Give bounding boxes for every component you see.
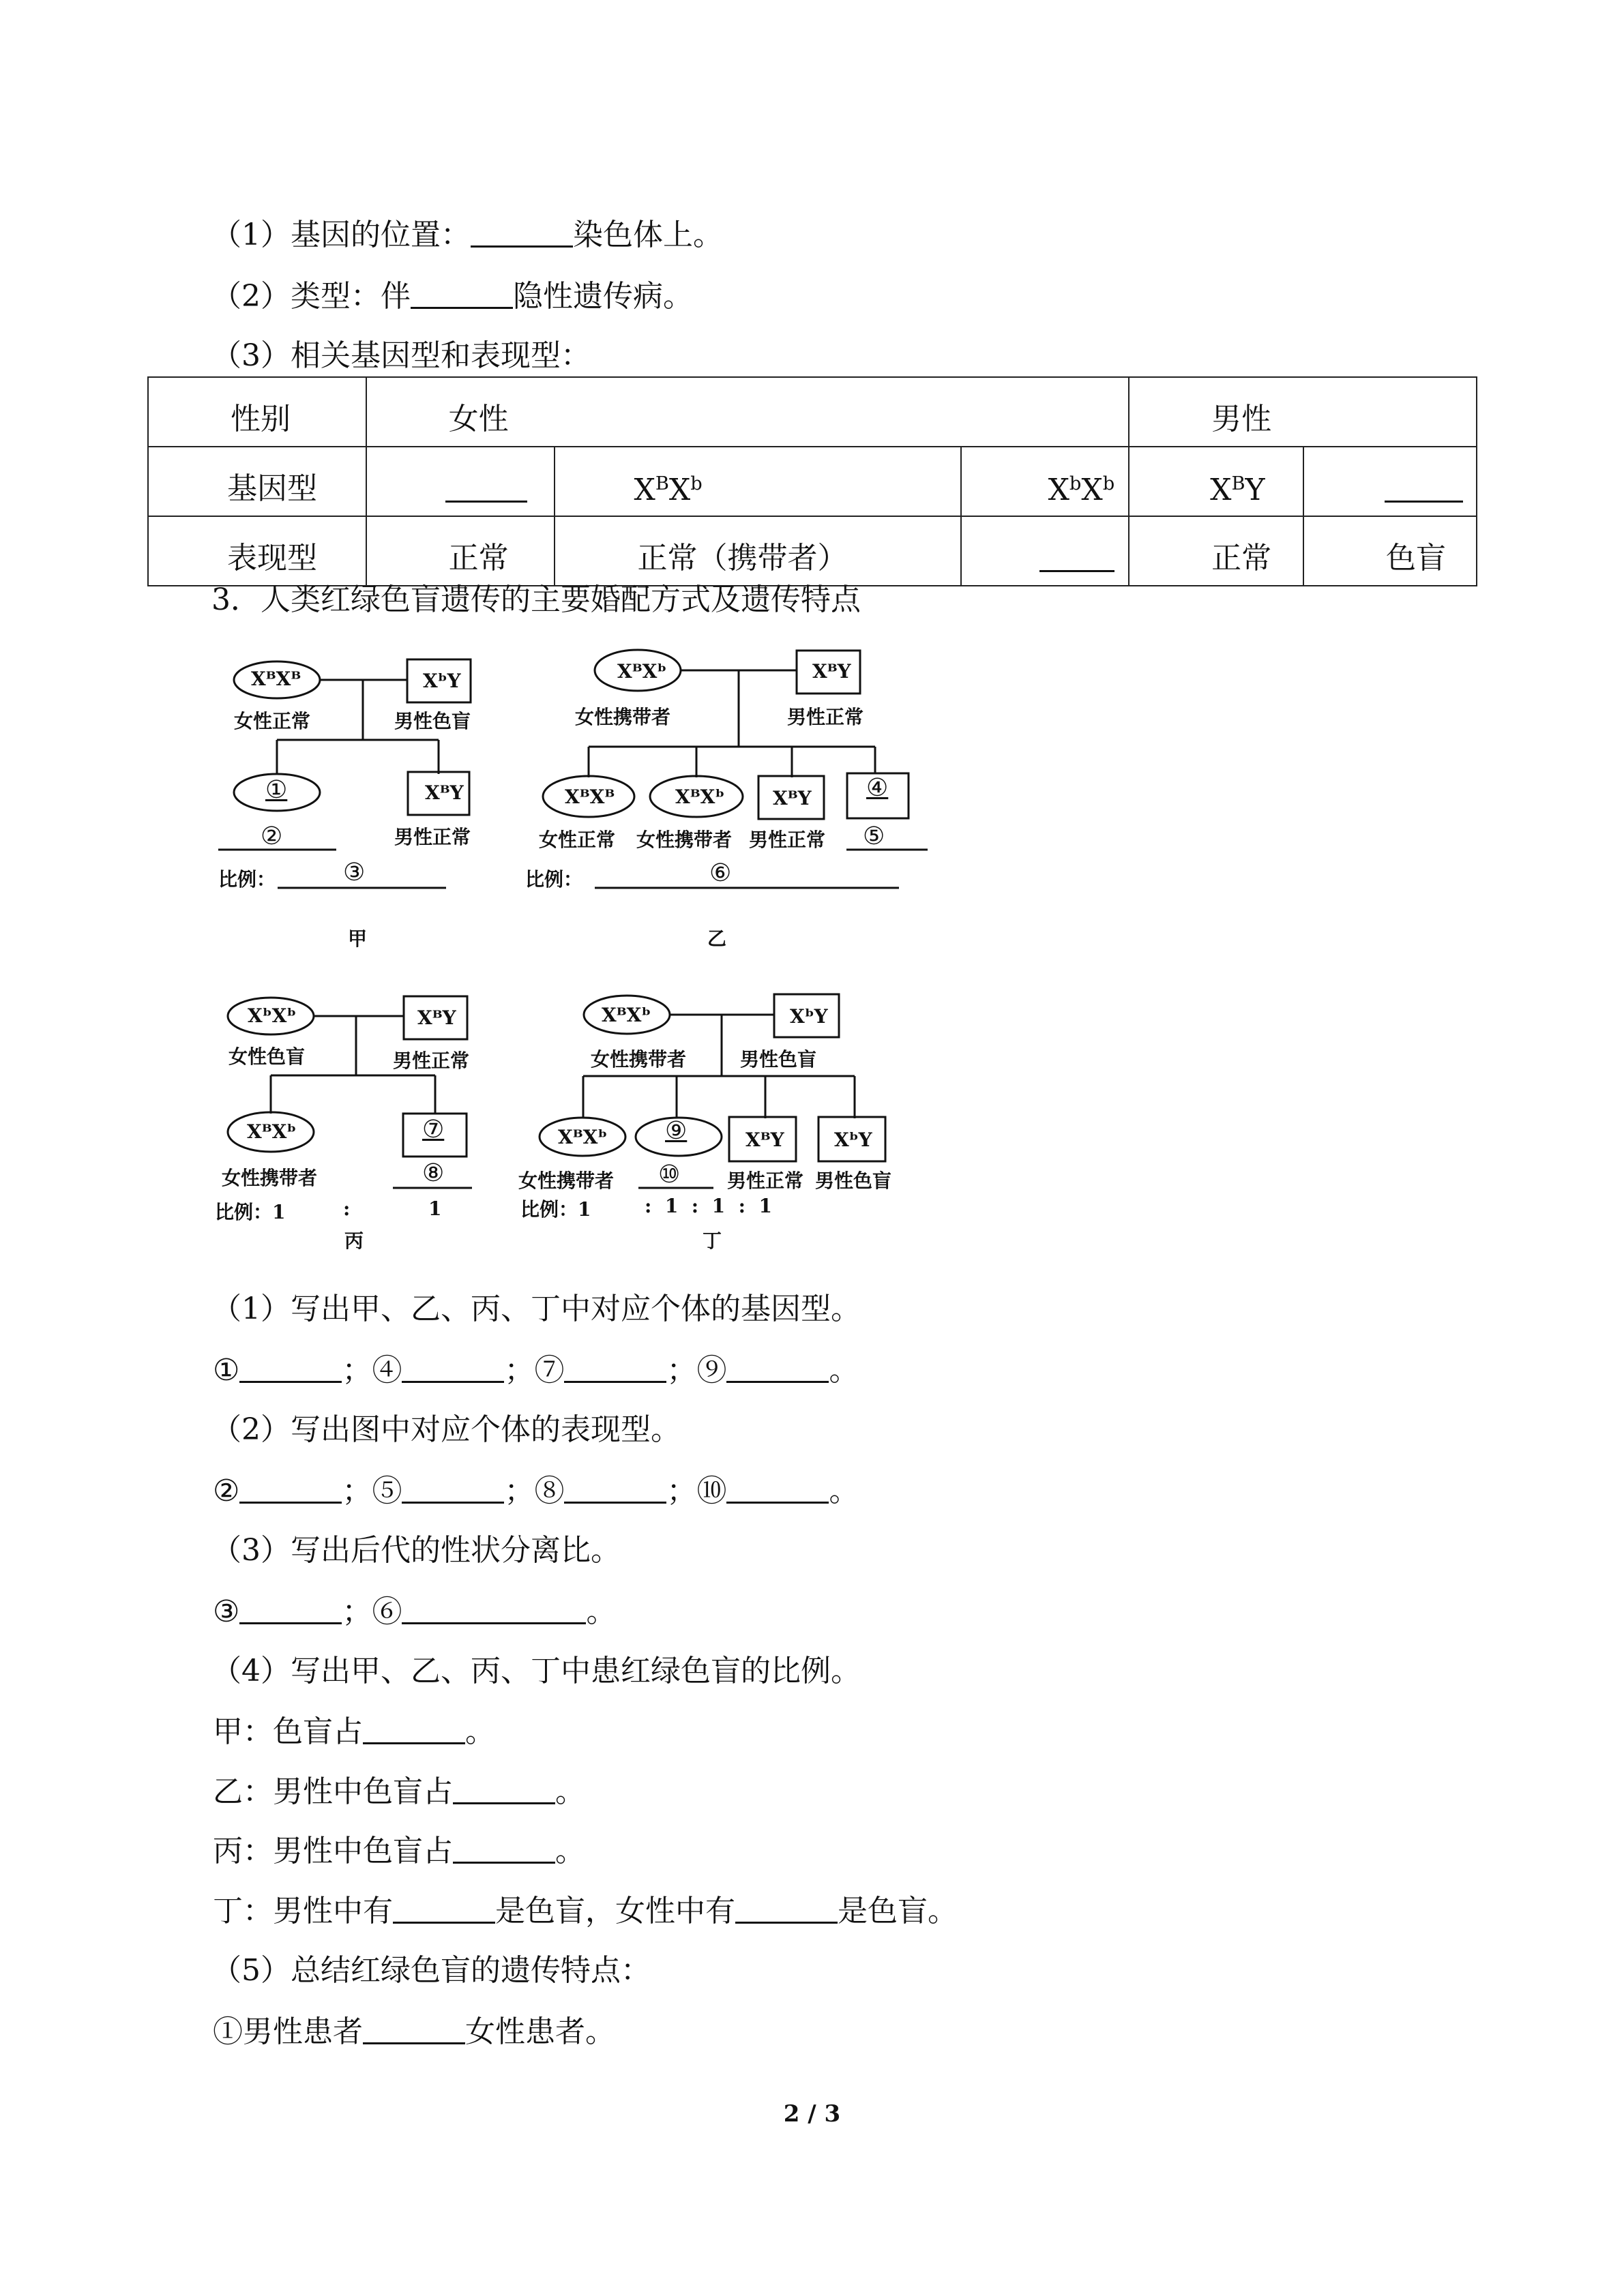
blank-field[interactable]	[564, 1472, 666, 1504]
bing-name: 丙	[344, 1229, 364, 1252]
blank-field[interactable]	[402, 1592, 586, 1624]
bing-mother-label: 女性色盲	[228, 1045, 306, 1068]
jia-name: 甲	[348, 927, 368, 950]
jia-ratio-mark: ③	[343, 859, 366, 886]
yi-child2-genotype: XᴮXᵇ	[675, 786, 725, 808]
q5-answer: ①男性患者 女性患者。	[213, 2012, 615, 2053]
blank-field[interactable]	[239, 1351, 342, 1383]
yi-child3-genotype: XᴮY	[773, 787, 812, 809]
blank-field[interactable]	[564, 1351, 666, 1383]
q4-yi: 乙：男性中色盲占 。	[213, 1772, 585, 1813]
blank-field[interactable]	[239, 1592, 342, 1624]
q5-title: （5）总结红绿色盲的遗传特点：	[211, 1953, 651, 1988]
label-sex: 性别	[231, 402, 291, 436]
bing-child2-phenotype-mark: ⑧	[422, 1159, 445, 1187]
yi-father-label: 男性正常	[787, 706, 864, 728]
blank-field[interactable]	[726, 1351, 829, 1383]
jia-child2-genotype: XᴮY	[425, 781, 464, 804]
ding-child2-mark: ⑨	[665, 1117, 688, 1145]
item1-text-post: 染色体上。	[573, 218, 723, 252]
item2-text: （2）类型：伴	[211, 279, 411, 314]
phenotype-normal-male: 正常	[1211, 541, 1272, 576]
jia-child1-phenotype-mark: ②	[261, 822, 283, 850]
ding-ratio-rest: : 1 : 1 : 1	[645, 1195, 772, 1217]
q2-title: （2）写出图中对应个体的表现型。	[211, 1412, 681, 1447]
phenotype-carrier: 正常（携带者）	[637, 541, 848, 576]
jia-ratio-label: 比例：	[218, 868, 276, 891]
ding-child4-label: 男性色盲	[815, 1169, 892, 1192]
bing-ratio-right: 1	[428, 1197, 442, 1220]
yi-ratio-label: 比例：	[525, 868, 583, 891]
blank-field[interactable]	[453, 1832, 555, 1864]
bing-child1-label: 女性携带者	[222, 1167, 318, 1189]
bing-mother-genotype: XᵇXᵇ	[248, 1004, 297, 1027]
q4-title: （4）写出甲、乙、丙、丁中患红绿色盲的比例。	[211, 1654, 861, 1688]
blank-field[interactable]	[363, 1712, 465, 1744]
blank-field[interactable]	[363, 2012, 465, 2044]
q4-ding: 丁：男性中有 是色盲，女性中有 是色盲。	[213, 1891, 958, 1932]
yi-child4-mark: ④	[866, 774, 889, 802]
jia-father-genotype: XᵇY	[423, 670, 461, 692]
bing-ratio-colon: :	[343, 1197, 351, 1220]
ding-name: 丁	[703, 1229, 722, 1252]
yi-father-genotype: XᴮY	[812, 660, 851, 683]
ding-child1-genotype: XᴮXᵇ	[558, 1126, 608, 1148]
item3-text: （3）相关基因型和表现型：	[211, 338, 591, 373]
blank-field[interactable]	[402, 1351, 504, 1383]
q4-jia: 甲：色盲占 。	[213, 1712, 495, 1753]
bing-child2-mark: ⑦	[422, 1116, 445, 1144]
ding-child2-phenotype-mark: ⑩	[658, 1161, 681, 1189]
genotype-XBXb: $X^BX^b$	[634, 473, 703, 507]
ding-mother-label: 女性携带者	[591, 1048, 687, 1071]
label-female: 女性	[448, 402, 509, 436]
bing-father-genotype: XᴮY	[417, 1007, 456, 1029]
blank-field[interactable]	[726, 1472, 829, 1504]
phenotype-normal: 正常	[448, 541, 509, 576]
ding-child1-label: 女性携带者	[518, 1169, 615, 1192]
jia-child1-mark: ①	[265, 776, 288, 804]
genotype-XbXb: $X^bX^b$	[1048, 473, 1115, 507]
ding-father-label: 男性色盲	[740, 1048, 817, 1071]
yi-mother-label: 女性携带者	[575, 706, 671, 728]
label-male: 男性	[1211, 402, 1272, 436]
jia-mother-label: 女性正常	[234, 710, 311, 732]
blank-field[interactable]	[239, 1472, 342, 1504]
q3-title: （3）写出后代的性状分离比。	[211, 1533, 621, 1568]
ding-father-genotype: XᵇY	[790, 1005, 828, 1028]
blank-field[interactable]	[735, 1892, 838, 1924]
blank-field[interactable]	[402, 1472, 504, 1504]
ding-child3-genotype: XᴮY	[745, 1129, 784, 1151]
ding-mother-genotype: XᴮXᵇ	[602, 1004, 651, 1026]
yi-child1-genotype: XᴮXᴮ	[565, 786, 615, 808]
phenotype-colorblind: 色盲	[1386, 541, 1447, 576]
bing-ratio-label: 比例：1	[215, 1201, 286, 1223]
q1-title: （1）写出甲、乙、丙、丁中对应个体的基因型。	[211, 1292, 861, 1326]
section3-title: 3．人类红绿色盲遗传的主要婚配方式及遗传特点	[211, 582, 861, 617]
q2-answers: ② ；⑤ ；⑧ ；⑩ 。	[213, 1471, 859, 1512]
yi-child3-label: 男性正常	[749, 829, 826, 851]
page-number: 2 / 3	[783, 2100, 841, 2128]
item2-text-post: 隐性遗传病。	[513, 279, 693, 314]
item1-text: （1）基因的位置：	[211, 218, 471, 252]
q1-answers: ① ；④ ；⑦ ；⑨ 。	[213, 1350, 859, 1391]
q3-answers: ③ ；⑥ 。	[213, 1592, 616, 1632]
bing-father-label: 男性正常	[393, 1049, 470, 1072]
jia-mother-genotype: XᴮXᴮ	[251, 668, 301, 690]
yi-child4-phenotype-mark: ⑤	[863, 822, 885, 850]
yi-child2-label: 女性携带者	[636, 829, 733, 851]
yi-ratio-mark: ⑥	[709, 859, 732, 887]
blank-field[interactable]	[393, 1892, 495, 1924]
yi-mother-genotype: XᴮXᵇ	[617, 660, 667, 683]
label-phenotype: 表现型	[227, 541, 317, 576]
yi-name: 乙	[707, 927, 727, 950]
q4-bing: 丙：男性中色盲占 。	[213, 1831, 585, 1872]
jia-child2-label: 男性正常	[394, 826, 471, 848]
label-genotype: 基因型	[227, 471, 317, 506]
ding-child4-genotype: XᵇY	[834, 1129, 872, 1151]
genotype-XBY: $X^BY$	[1210, 473, 1265, 507]
bing-child1-genotype: XᴮXᵇ	[247, 1120, 297, 1143]
jia-father-label: 男性色盲	[394, 710, 471, 732]
blank-field[interactable]	[453, 1772, 555, 1804]
yi-child1-label: 女性正常	[539, 829, 616, 851]
ding-child3-label: 男性正常	[727, 1169, 804, 1192]
ding-ratio-label: 比例：1	[520, 1198, 591, 1221]
